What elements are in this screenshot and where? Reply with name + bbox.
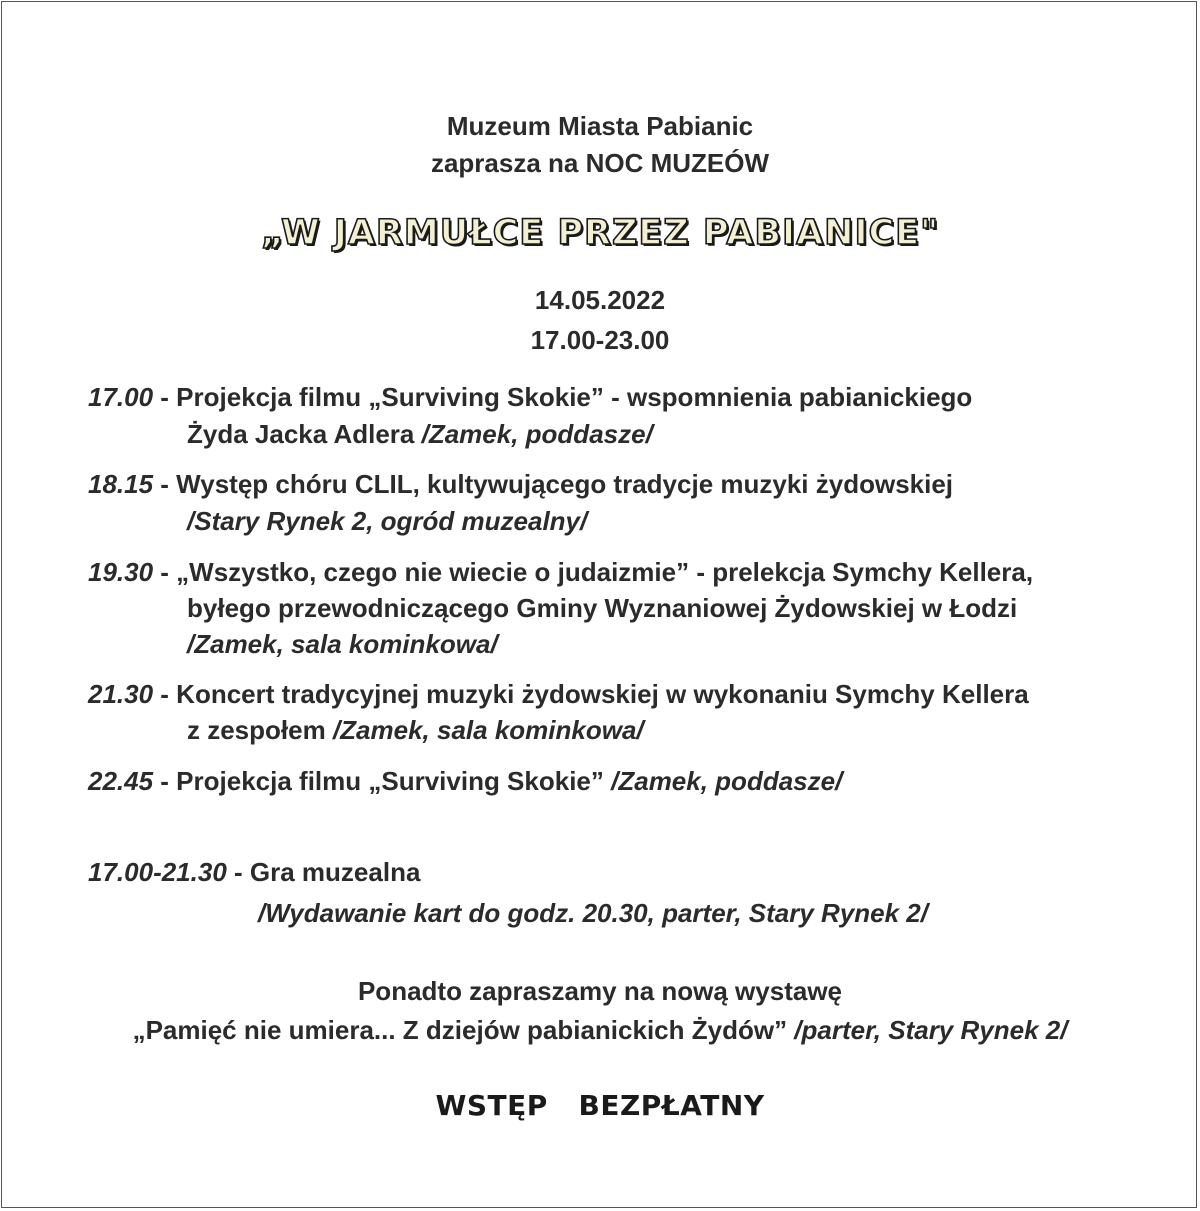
museum-name: Muzeum Miasta Pabianic — [446, 111, 754, 141]
program-place: /Zamek, sala kominkowa/ — [332, 715, 644, 745]
exhibition-name: „Pamięć nie umiera... Z dziejów pabianickich Żydów” — [132, 1015, 795, 1045]
program-item-1-cont — [187, 418, 653, 450]
program-description: - Występ chóru CLIL, kultywującego tradycje muzyki żydowskiej — [153, 469, 954, 499]
invitation-line: zaprasza na NOC MUZEÓW — [430, 148, 770, 178]
program-item-2-cont — [187, 505, 587, 537]
exhibition-place: /parter, Stary Rynek 2/ — [794, 1015, 1068, 1045]
program-item-3-place — [187, 628, 498, 660]
program-description: byłego przewodniczącego Gminy Wyznaniowej Żydowskiej w Łodzi — [187, 593, 1018, 623]
program-description: z zespołem — [187, 715, 333, 745]
program-place: /Zamek, sala kominkowa/ — [187, 629, 498, 659]
program-time: 22.45 — [88, 766, 154, 796]
game-description: - Gra muzealna — [226, 857, 421, 887]
program-place: /Stary Rynek 2, ogród muzealny/ — [187, 506, 588, 536]
program-place: /Zamek, poddasze/ — [611, 766, 843, 796]
game-note — [258, 897, 928, 929]
event-date: 14.05.2022 — [534, 285, 666, 315]
program-item-1 — [88, 381, 972, 413]
program-time: 21.30 — [88, 679, 154, 709]
exhibition-invite: Ponadto zapraszamy na nową wystawę — [357, 976, 843, 1006]
program-time: 17.00 — [88, 382, 154, 412]
program-item-2 — [88, 468, 953, 500]
program-description: Żyda Jacka Adlera — [187, 419, 422, 449]
program-item-3-cont — [187, 592, 1017, 624]
program-time: 19.30 — [88, 557, 154, 587]
game-time: 17.00-21.30 — [88, 857, 227, 887]
event-hours: 17.00-23.00 — [530, 325, 670, 355]
free-entry: WSTĘP BEZPŁATNY — [435, 1089, 765, 1122]
game-note-text: /Wydawanie kart do godz. 20.30, parter, Stary Rynek 2/ — [258, 898, 928, 928]
program-place: /Zamek, poddasze/ — [421, 419, 653, 449]
program-description: - Projekcja filmu „Surviving Skokie” — [153, 766, 612, 796]
program-description: - „Wszystko, czego nie wiecie o judaizmie” - prelekcja Symchy Kellera, — [153, 557, 1034, 587]
museum-game — [88, 856, 420, 888]
exhibition-title — [0, 1014, 1200, 1046]
event-title: „W JARMUŁCE PRZEZ PABIANICE" — [260, 213, 940, 253]
program-description: - Koncert tradycyjnej muzyki żydowskiej w wykonaniu Symchy Kellera — [153, 679, 1029, 709]
program-item-4-cont — [187, 714, 644, 746]
program-item-4 — [88, 678, 1029, 710]
program-item-5 — [88, 765, 842, 797]
program-description: - Projekcja filmu „Surviving Skokie” - wspomnienia pabianickiego — [153, 382, 973, 412]
program-item-3 — [88, 556, 1033, 588]
program-time: 18.15 — [88, 469, 154, 499]
